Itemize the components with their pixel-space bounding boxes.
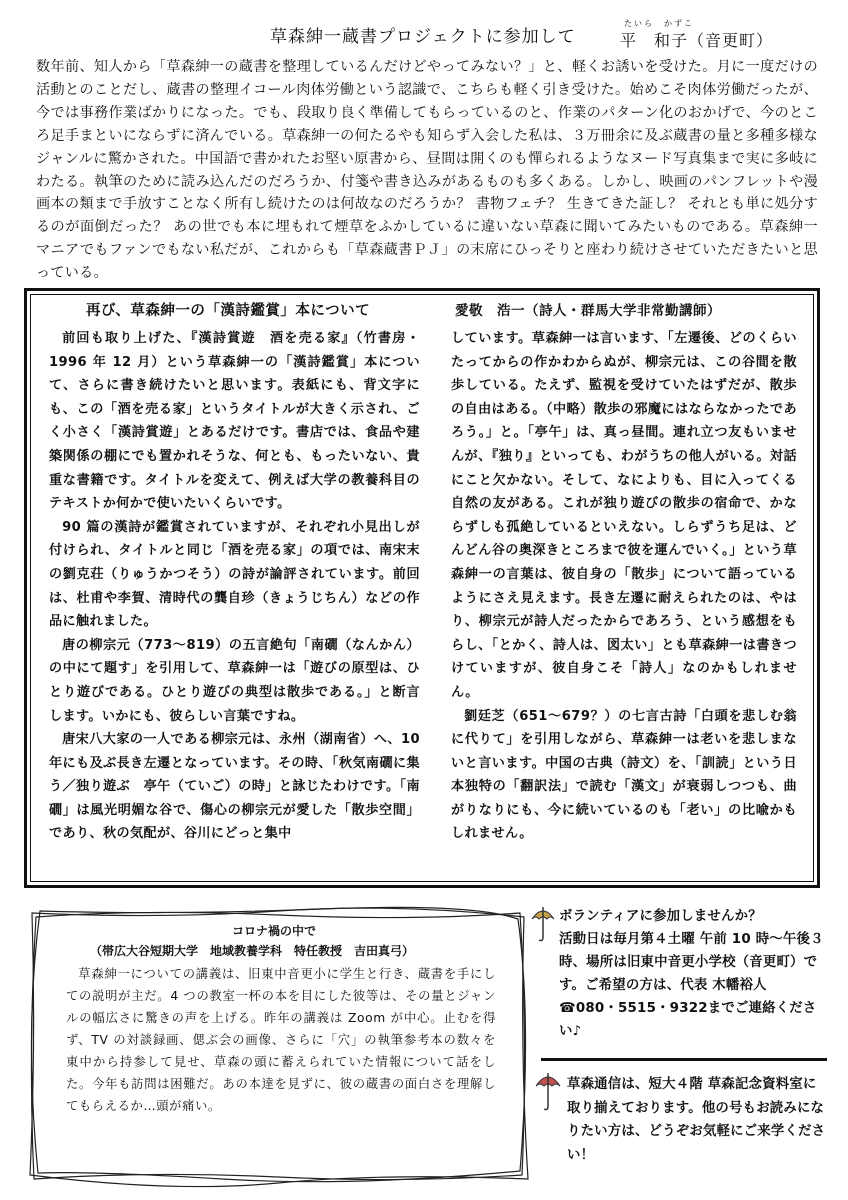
volunteer-heading: ボランティアに参加しませんか？ <box>559 909 762 924</box>
intro-essay: 数年前、知人から「草森紳一の蔵書を整理しているんだけどやってみない？」と、軽くお誘いを受けた。月に一度だけの活動とのことだし、蔵書の整理イコール肉体労働という認識で、こちらも軽く引き受けた。始めこそ肉体労働だったが、今では事務作業ばかりになった。でも、段取り良く準備してもらっているのと、作業のパターン化のおかげで、今のところ足手まといにならずに済んでいる。草森紳一の何たるやも知らず入会した私は、３万冊余に及ぶ蔵書の量と多種多様なジャンルに驚かされた。中国語で書かれたお堅い原書から、昼間は開くのも憚られるようなヌード写真集まで実に多岐にわたる。執筆のために読み込んだのだろうか、付箋や書き込みがあるものも多くある。しかし、映画のパンフレットや漫画本の類まで手放すことなく所有し続けたのは何故なのだろうか？ 書物フェチ？ 生きてきた証し？ それとも単に処分するのが面倒だった？ あの世でも本に埋もれて煙草をふかしているに違いない草森に聞いてみたいものである。草森紳一マニアでもファンでもない私だが、これからも「草森蔵書ＰＪ」の末席にひっそりと座わり続けさせていただきたいと思っている。 <box>36 59 818 282</box>
corona-paragraph: 草森紳一についての講義は、旧東中音更小に学生と行き、蔵書を手にしての説明が主だ。4 つの教室一杯の本を目にした彼等は、その量とジャンルの幅広さに驚きの声を上げる。昨年の講義は Zoom が中心。止むを得ず、TV の対談録画、偲ぶ会の画像、さらに「穴」の執筆参考本の数々を東中から持参して見せ、草森の頭に蓄えられていた情報について話をした。今年も訪問は困難だ。あの本達を見ずに、彼の蔵書の面白さを理解してもらえるか…頭が痛い。 <box>66 967 496 1113</box>
article-paragraph: 90 篇の漢詩が鑑賞されていますが、それぞれ小見出しが付けられ、タイトルと同じ「酒を売る家」の項では、南宋末の劉克荘（りゅうかつそう）の詩が論評されています。前回は、杜甫や李賀、清時代の龔自珍（きょうじちん）などの作品に触れました。 <box>49 519 420 630</box>
page-title: 草森紳一蔵書プロジェクトに参加して <box>270 27 576 47</box>
article-paragraph: 劉廷芝（651～679？）の七言古詩「白頭を悲しむ翁に代りて」を引用しながら、草森紳一は老いを悲しまないと言います。中国の古典（詩文）を、「訓読」という日本独特の「翻訳法」で読む「漢文」が衰弱しつつも、曲がりなりにも、今に続いているのも「老い」の比喩かもしれません。 <box>451 708 797 842</box>
volunteer-notice <box>559 905 829 1043</box>
author-name: 平 和子（音更町） <box>620 31 774 50</box>
newsletter-notice: 草森通信は、短大４階 草森記念資料室に取り揃えております。他の号もお読みになりたい方は、どうぞお気軽にご来学ください！ <box>567 1077 826 1163</box>
author-ruby: たいら かずこ <box>624 19 694 28</box>
corona-subtitle: （帯広大谷短期大学 地域教養学科 特任教授 吉田真弓） <box>90 944 415 958</box>
article-paragraph: 唐宋八大家の一人である柳宗元は、永州（湖南省）へ、10 年にも及ぶ長き左遷となっています。その時、「秋気南礀に集う／独り遊ぶ 亭午（ていご）の時」と詠じたわけです。「南礀」は風光明媚な谷で、傷心の柳宗元が愛した「散歩空間」であり、秋の気配が、谷川にどっと集中 <box>49 732 420 842</box>
corona-title: コロナ禍の中で <box>232 924 317 938</box>
article-column-left <box>49 327 420 846</box>
article-paragraph: しています。草森紳一は言います、「左遷後、どのくらいたってからの作かわからぬが、柳宗元は、この谷間を散歩している。たえず、監視を受けていたはずだが、散歩の自由はある。（中略）散歩の邪魔にはならなかったであろう。」と。「亭午」は、真っ昼間。連れ立つ友もいませんが、『独り』といっても、わがうちの他人がいる。対話にこと欠かない。そして、なによりも、目に入ってくる自然の友がある。これが独り遊びの散歩の宿命で、かならずしも孤絶しているといえない。しらずうち足は、どんどん谷の奥深きところまで彼を運んでいく。」という草森紳一の言葉は、彼自身の「散歩」について語っているようにさえ見えます。長き左遷に耐えられたのは、やはり、柳宗元が詩人だったからであろう、という感想をもらし、「とかく、詩人は、図太い」とも草森紳一は書きつけていますが、彼自身こそ「詩人」なのかもしれません。 <box>451 331 797 700</box>
umbrella-icon <box>534 1068 562 1116</box>
article-heading: 再び、草森紳一の「漢詩鑑賞」本について <box>86 303 371 319</box>
umbrella-icon <box>530 903 556 947</box>
article-byline: 愛敬 浩一（詩人・群馬大学非常勤講師） <box>455 303 721 319</box>
article-column-right <box>451 327 797 846</box>
divider <box>541 1058 827 1061</box>
article-paragraph: 唐の柳宗元（773～819）の五言絶句「南礀（なんかん）の中にて題す」を引用して、草森紳一は「遊びの原型は、ひとり遊びである。ひとり遊びの典型は散歩である。」と断言します。いかにも、彼らしい言葉ですね。 <box>49 637 420 724</box>
volunteer-body: 活動日は毎月第４土曜 午前 10 時～午後３時、場所は旧東中音更小学校（音更町）です。ご希望の方は、代表 木幡裕人 ☎080・5515・9322までご連絡ください♪ <box>559 932 824 1039</box>
article-paragraph: 前回も取り上げた、『漢詩賞遊 酒を売る家』（竹書房・1996 年 12 月）という草森紳一の「漢詩鑑賞」本について、さらに書き続けたいと思います。表紙にも、背文字にも、この「酒を売る家」というタイトルが大きく示され、ごく小さく「漢詩賞遊」とあるだけです。書店では、食品や建築関係の棚にでも置かれそうな、何とも、もったいない、貴重な書籍です。タイトルを変えて、例えば大学の教養科目のテキストか何かで使いたいくらいです。 <box>49 331 420 512</box>
corona-body <box>66 963 496 1117</box>
